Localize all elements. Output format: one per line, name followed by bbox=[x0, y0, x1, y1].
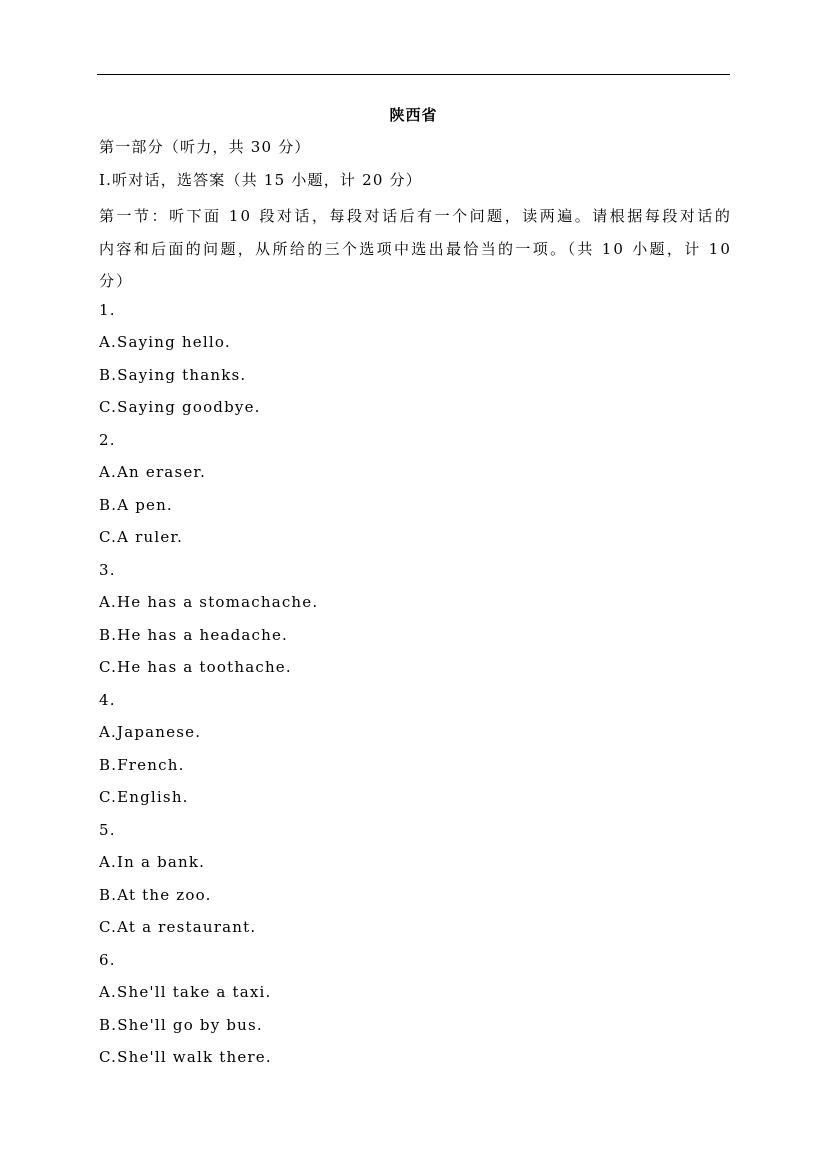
option-b: B.At the zoo. bbox=[99, 885, 212, 904]
option-a: A.Japanese. bbox=[99, 723, 202, 741]
option-b: B.French. bbox=[99, 755, 185, 774]
question-3 bbox=[99, 558, 732, 688]
header-rule bbox=[97, 74, 730, 75]
option-a: A.An eraser. bbox=[99, 463, 207, 481]
question-1 bbox=[99, 298, 732, 428]
question-6 bbox=[99, 948, 732, 1078]
section-heading: I.听对话，选答案（共 15 小题，计 20 分） bbox=[99, 170, 422, 189]
question-number: 6. bbox=[99, 950, 116, 969]
option-b: B.A pen. bbox=[99, 495, 173, 514]
option-a: A.In a bank. bbox=[99, 853, 206, 871]
option-a: A.Saying hello. bbox=[99, 333, 231, 351]
option-c: C.Saying goodbye. bbox=[99, 398, 261, 416]
question-number: 2. bbox=[99, 430, 116, 449]
option-c: C.At a restaurant. bbox=[99, 918, 257, 936]
question-2 bbox=[99, 428, 732, 558]
question-5 bbox=[99, 818, 732, 948]
document-title: 陕西省 bbox=[389, 106, 438, 124]
option-b: B.She'll go by bus. bbox=[99, 1015, 263, 1034]
question-number: 1. bbox=[99, 300, 116, 319]
section-instructions: 第一节：听下面 10 段对话，每段对话后有一个问题，读两遍。请根据每段对话的内容和后面的问题，从所给的三个选项中选出最恰当的一项。（共 10 小题，计 10 分） bbox=[99, 207, 732, 290]
question-number: 5. bbox=[99, 820, 116, 839]
option-c: C.She'll walk there. bbox=[99, 1048, 272, 1066]
question-number: 4. bbox=[99, 690, 116, 709]
option-c: C.English. bbox=[99, 788, 189, 806]
document-body bbox=[99, 135, 732, 1078]
question-number: 3. bbox=[99, 560, 116, 579]
option-b: B.He has a headache. bbox=[99, 625, 289, 644]
option-b: B.Saying thanks. bbox=[99, 365, 247, 384]
option-a: A.She'll take a taxi. bbox=[99, 983, 272, 1001]
question-4 bbox=[99, 688, 732, 818]
option-c: C.A ruler. bbox=[99, 528, 184, 546]
option-a: A.He has a stomachache. bbox=[99, 593, 319, 611]
option-c: C.He has a toothache. bbox=[99, 658, 292, 676]
part-heading: 第一部分（听力，共 30 分） bbox=[99, 138, 311, 156]
